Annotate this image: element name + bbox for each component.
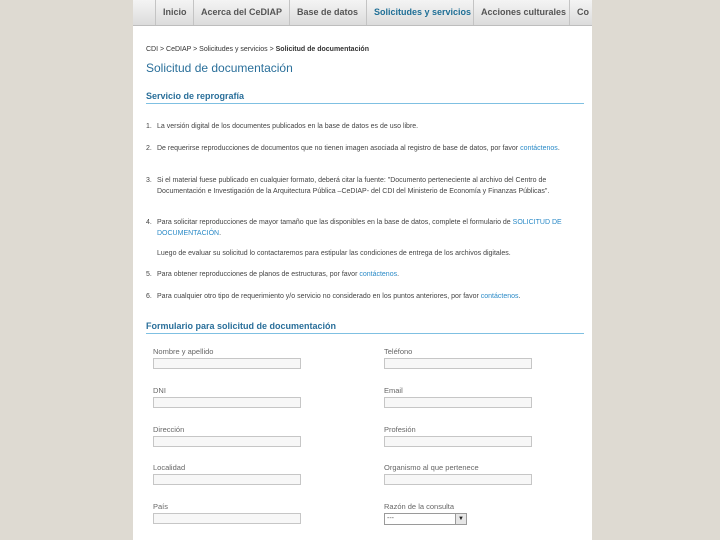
chevron-down-icon[interactable]: ▼ bbox=[455, 514, 466, 524]
telefono-input[interactable] bbox=[384, 358, 532, 369]
page bbox=[133, 0, 592, 540]
list-number: 4. bbox=[146, 219, 152, 226]
localidad-input[interactable] bbox=[153, 474, 301, 485]
pais-input[interactable] bbox=[153, 513, 301, 524]
breadcrumb-path[interactable]: CDI > CeDIAP > Solicitudes y servicios > bbox=[146, 46, 276, 53]
contact-link[interactable]: contáctenos bbox=[520, 145, 558, 152]
list-text-end: . bbox=[557, 145, 560, 152]
list-number: 5. bbox=[146, 271, 152, 278]
list-number: 6. bbox=[146, 293, 152, 300]
contact-link[interactable]: contáctenos bbox=[359, 271, 398, 278]
direccion-label: Dirección bbox=[153, 425, 185, 434]
nav-item-acciones-culturales[interactable]: Acciones culturales bbox=[473, 0, 569, 25]
section-title-formulario: Formulario para solicitud de documentación bbox=[146, 321, 337, 331]
list-item bbox=[146, 121, 576, 132]
contact-link[interactable]: contáctenos bbox=[480, 293, 519, 300]
list-item bbox=[146, 217, 576, 240]
list-text: Para solicitar reproducciones de mayor tamaño que las disponibles en la base de datos, complete el formulario de bbox=[157, 219, 513, 226]
top-navigation bbox=[133, 0, 592, 26]
breadcrumb bbox=[146, 46, 369, 53]
list-number: 3. bbox=[146, 177, 152, 184]
razon-label: Razón de la consulta bbox=[384, 502, 455, 511]
list-text: Si el material fuese publicado en cualquier formato, deberá citar la fuente: "Documento perteneciente al archivo del Centro de Documentación e Investigación de la Arquitectura Pública –CeDIAP- del CDI del Ministerio de Economía y Finanzas Públicas". bbox=[157, 177, 550, 196]
nombre-label: Nombre y apellido bbox=[153, 347, 214, 356]
breadcrumb-current: Solicitud de documentación bbox=[275, 46, 369, 53]
nav-item-inicio[interactable]: Inicio bbox=[155, 0, 193, 25]
telefono-label: Teléfono bbox=[384, 347, 413, 356]
list-text-end: . bbox=[219, 230, 222, 238]
nav-item-solicitudes[interactable]: Solicitudes y servicios bbox=[366, 0, 473, 25]
list-item bbox=[146, 269, 576, 280]
list-text: La versión digital de los documentes publicados en la base de datos es de uso libre. bbox=[157, 123, 419, 130]
nav-item-base-de-datos[interactable]: Base de datos bbox=[289, 0, 366, 25]
localidad-label: Localidad bbox=[153, 463, 186, 472]
list-number: 2. bbox=[146, 145, 152, 152]
nav-item-contacto[interactable]: Co bbox=[569, 0, 592, 25]
list-text-end: . bbox=[518, 293, 521, 300]
section-divider bbox=[146, 103, 584, 104]
list-text: Para cualquier otro tipo de requerimiento y/o servicio no considerado en los puntos anteriores, por favor bbox=[157, 293, 481, 300]
email-label: Email bbox=[384, 386, 403, 395]
list-item-note bbox=[146, 248, 576, 259]
organismo-input[interactable] bbox=[384, 474, 532, 485]
list-item bbox=[146, 143, 576, 154]
list-number: 1. bbox=[146, 123, 152, 130]
nav-item-acerca[interactable]: Acerca del CeDIAP bbox=[193, 0, 289, 25]
profesion-label: Profesión bbox=[384, 425, 416, 434]
dni-input[interactable] bbox=[153, 397, 301, 408]
nombre-input[interactable] bbox=[153, 358, 301, 369]
list-text: De requerirse reproducciones de documentos que no tienen imagen asociada al registro de base de datos, por favor bbox=[157, 145, 521, 152]
razon-select[interactable] bbox=[384, 513, 467, 525]
organismo-label: Organismo al que pertenece bbox=[384, 463, 479, 472]
list-item bbox=[146, 175, 576, 198]
razon-selected-value: --- bbox=[387, 515, 394, 522]
list-item bbox=[146, 291, 576, 302]
direccion-input[interactable] bbox=[153, 436, 301, 447]
profesion-input[interactable] bbox=[384, 436, 532, 447]
email-input[interactable] bbox=[384, 397, 532, 408]
list-text: Luego de evaluar su solicitud lo contactaremos para estipular las condiciones de entrega de los archivos digitales. bbox=[157, 250, 511, 257]
list-text-end: . bbox=[397, 271, 400, 278]
dni-label: DNI bbox=[153, 386, 166, 395]
page-title: Solicitud de documentación bbox=[146, 61, 293, 75]
section-divider bbox=[146, 333, 584, 334]
list-text: Para obtener reproducciones de planos de estructuras, por favor bbox=[157, 271, 360, 278]
section-title-reprografia: Servicio de reprografía bbox=[146, 91, 245, 101]
pais-label: País bbox=[153, 502, 169, 511]
solicitud-documentacion-link[interactable]: SOLICITUD DE DOCUMENTACIÓN bbox=[157, 219, 562, 238]
